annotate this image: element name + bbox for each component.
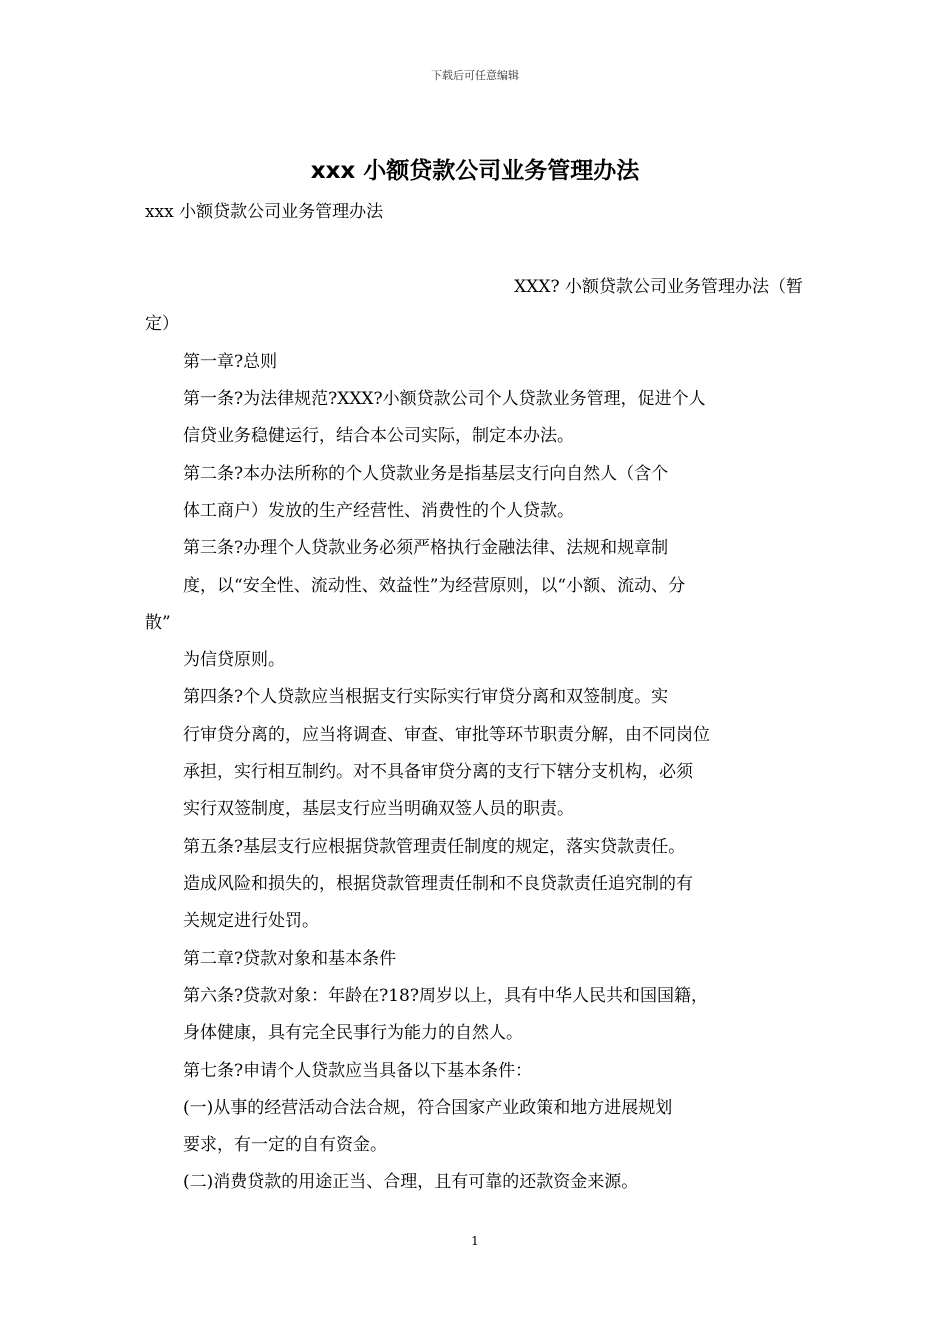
doc-heading-line2: 定） — [145, 314, 179, 334]
body-line: 体工商户）发放的生产经营性、消费性的个人贷款。 — [183, 501, 574, 521]
body-line: 第五条?基层支行应根据贷款管理责任制度的规定，落实贷款责任。 — [183, 837, 686, 857]
body-line: 第三条?办理个人贷款业务必须严格执行金融法律、法规和规章制 — [183, 538, 669, 558]
body-line: 信贷业务稳健运行，结合本公司实际，制定本办法。 — [183, 426, 574, 446]
body-line: 第二章?贷款对象和基本条件 — [183, 949, 397, 969]
body-line: (一)从事的经营活动合法合规，符合国家产业政策和地方进展规划 — [183, 1098, 673, 1118]
body-line: 为信贷原则。 — [183, 650, 285, 670]
body-line: 身体健康，具有完全民事行为能力的自然人。 — [183, 1023, 523, 1043]
body-line: 行审贷分离的，应当将调查、审查、审批等环节职责分解，由不同岗位 — [183, 725, 710, 745]
body-line: 度，以“安全性、流动性、效益性”为经营原则，以“小额、流动、分 — [183, 576, 686, 596]
doc-heading-line1: XXX? 小额贷款公司业务管理办法（暂 — [514, 277, 803, 297]
body-line: 造成风险和损失的，根据贷款管理责任制和不良贷款责任追究制的有 — [183, 874, 693, 894]
body-line: 第一条?为法律规范?XXX?小额贷款公司个人贷款业务管理，促进个人 — [183, 389, 706, 409]
body-line: (二)消费贷款的用途正当、合理，且有可靠的还款资金来源。 — [183, 1172, 639, 1192]
body-line: 散” — [145, 613, 171, 633]
body-line: 第四条?个人贷款应当根据支行实际实行审贷分离和双签制度。实 — [183, 687, 669, 707]
body-line: 要求，有一定的自有资金。 — [183, 1135, 387, 1155]
body-line: 第二条?本办法所称的个人贷款业务是指基层支行向自然人（含个 — [183, 464, 669, 484]
body-line: 第六条?贷款对象：年龄在?18?周岁以上，具有中华人民共和国国籍， — [183, 986, 708, 1006]
body-line: 第七条?申请个人贷款应当具备以下基本条件： — [183, 1061, 533, 1081]
body-line: 关规定进行处罚。 — [183, 911, 319, 931]
body-line: 第一章?总则 — [183, 352, 278, 372]
document-title: xxx 小额贷款公司业务管理办法 — [310, 158, 640, 184]
page-number: 1 — [471, 1234, 479, 1248]
subtitle: xxx 小额贷款公司业务管理办法 — [145, 202, 384, 222]
body-line: 承担，实行相互制约。对不具备审贷分离的支行下辖分支机构，必须 — [183, 762, 693, 782]
page-header: 下载后可任意编辑 — [431, 69, 519, 82]
body-line: 实行双签制度，基层支行应当明确双签人员的职责。 — [183, 799, 574, 819]
